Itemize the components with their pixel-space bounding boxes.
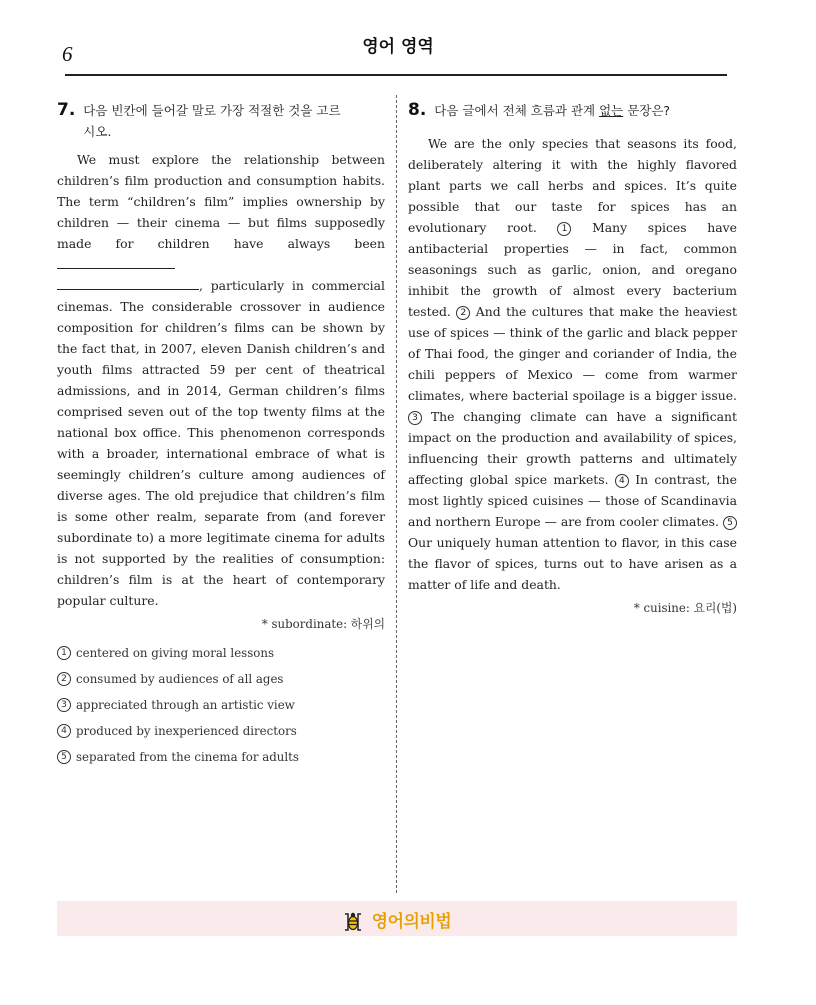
prompt-underlined: 없는 (599, 103, 624, 118)
choice-marker: 1 (57, 646, 71, 660)
question-8-footnote: * cuisine: 요리(법) (633, 601, 737, 615)
sentence-5: Our uniquely human attention to flavor, in this case the flavor of spices, turns out to have arisen as a matter of life and death. (408, 535, 737, 592)
sentence-1: Many spices have antibacterial properties — in fact, common seasonings such as garlic, onion, and oregano inhibit the growth of almost every bacterium tested. (408, 220, 737, 319)
footer-band (57, 901, 737, 936)
column-divider (396, 95, 397, 893)
choice-3[interactable] (57, 692, 385, 718)
brand-text: 영어의비법 (371, 912, 452, 932)
question-7-prompt-line2: 시오. (83, 124, 112, 139)
answer-blank (57, 254, 175, 269)
question-7-number: 7. (57, 100, 76, 120)
question-7-passage (57, 149, 385, 611)
sentence-marker-5[interactable]: 5 (723, 516, 737, 530)
choice-4[interactable] (57, 718, 385, 744)
choice-text: centered on giving moral lessons (76, 646, 275, 660)
question-8-number: 8. (408, 100, 427, 120)
prompt-before: 다음 글에서 전체 흐름과 관계 (434, 103, 600, 118)
header-rule (65, 74, 727, 76)
question-8-prompt (434, 100, 737, 121)
page-number: 6 (62, 42, 73, 66)
bee-logo-icon (343, 911, 363, 933)
section-title: 영어 영역 (362, 37, 434, 57)
sentence-marker-4[interactable]: 4 (615, 474, 629, 488)
answer-blank-continued (57, 275, 199, 290)
choice-text: consumed by audiences of all ages (76, 672, 284, 686)
sentence-3: The changing climate can have a significant impact on the production and availability of spices, influencing their growth patterns and ultimately affecting global spice markets. (408, 409, 737, 487)
choice-marker: 5 (57, 750, 71, 764)
choice-text: separated from the cinema for adults (76, 750, 299, 764)
passage-intro: We are the only species that seasons its food, deliberately altering it with the highly flavored plant parts we call herbs and spices. It’s quite possible that our taste for spices has an evolutionary root. (408, 136, 737, 235)
sentence-2: And the cultures that make the heaviest use of spices — think of the garlic and black pepper of Thai food, the ginger and coriander of India, the chili peppers of Mexico — come from warmer climates, where bacterial spoilage is a bigger issue. (408, 304, 737, 403)
prompt-after: 문장은? (623, 103, 671, 118)
question-7-header (57, 100, 385, 142)
brand (57, 907, 737, 933)
question-7-prompt (83, 100, 385, 142)
choice-1[interactable] (57, 640, 385, 666)
question-7 (57, 100, 385, 770)
choice-text: appreciated through an artistic view (76, 698, 295, 712)
question-8-header (408, 100, 737, 121)
choice-text: produced by inexperienced directors (76, 724, 297, 738)
passage-part-2: , particularly in commercial cinemas. The considerable crossover in audience composition for children’s films can be shown by the fact that, in 2007, eleven Danish children’s and youth films attracted 59 per cent of theatrical admissions, and in 2014, German children’s films comprised seven out of the top twenty films at the national box office. This phenomenon corresponds with a broader, international embrace of what is seemingly children’s culture among audiences of diverse ages. The old prejudice that children’s film is some other realm, separate from (and forever subordinate to) a more legitimate cinema for adults is not supported by the realities of consumption: children’s film is at the heart of contemporary popular culture. (57, 278, 385, 608)
passage-part-1: We must explore the relationship between children’s film production and consumption habits. The term “children’s film” implies ownership by children — their cinema — but films supposedly made for children have always been (57, 152, 385, 251)
sentence-4: In contrast, the most lightly spiced cuisines — those of Scandinavia and northern Europe — are from cooler climates. (408, 472, 737, 529)
question-7-prompt-line1: 다음 빈칸에 들어갈 말로 가장 적절한 것을 고르 (83, 103, 341, 118)
sentence-marker-1[interactable]: 1 (557, 222, 571, 236)
choice-marker: 4 (57, 724, 71, 738)
choice-5[interactable] (57, 744, 385, 770)
choice-2[interactable] (57, 666, 385, 692)
choice-marker: 2 (57, 672, 71, 686)
question-7-choices (57, 640, 385, 770)
sentence-marker-3[interactable]: 3 (408, 411, 422, 425)
choice-marker: 3 (57, 698, 71, 712)
sentence-marker-2[interactable]: 2 (456, 306, 470, 320)
question-8 (408, 100, 737, 616)
question-8-passage (408, 133, 737, 595)
question-7-footnote: * subordinate: 하위의 (261, 617, 385, 631)
